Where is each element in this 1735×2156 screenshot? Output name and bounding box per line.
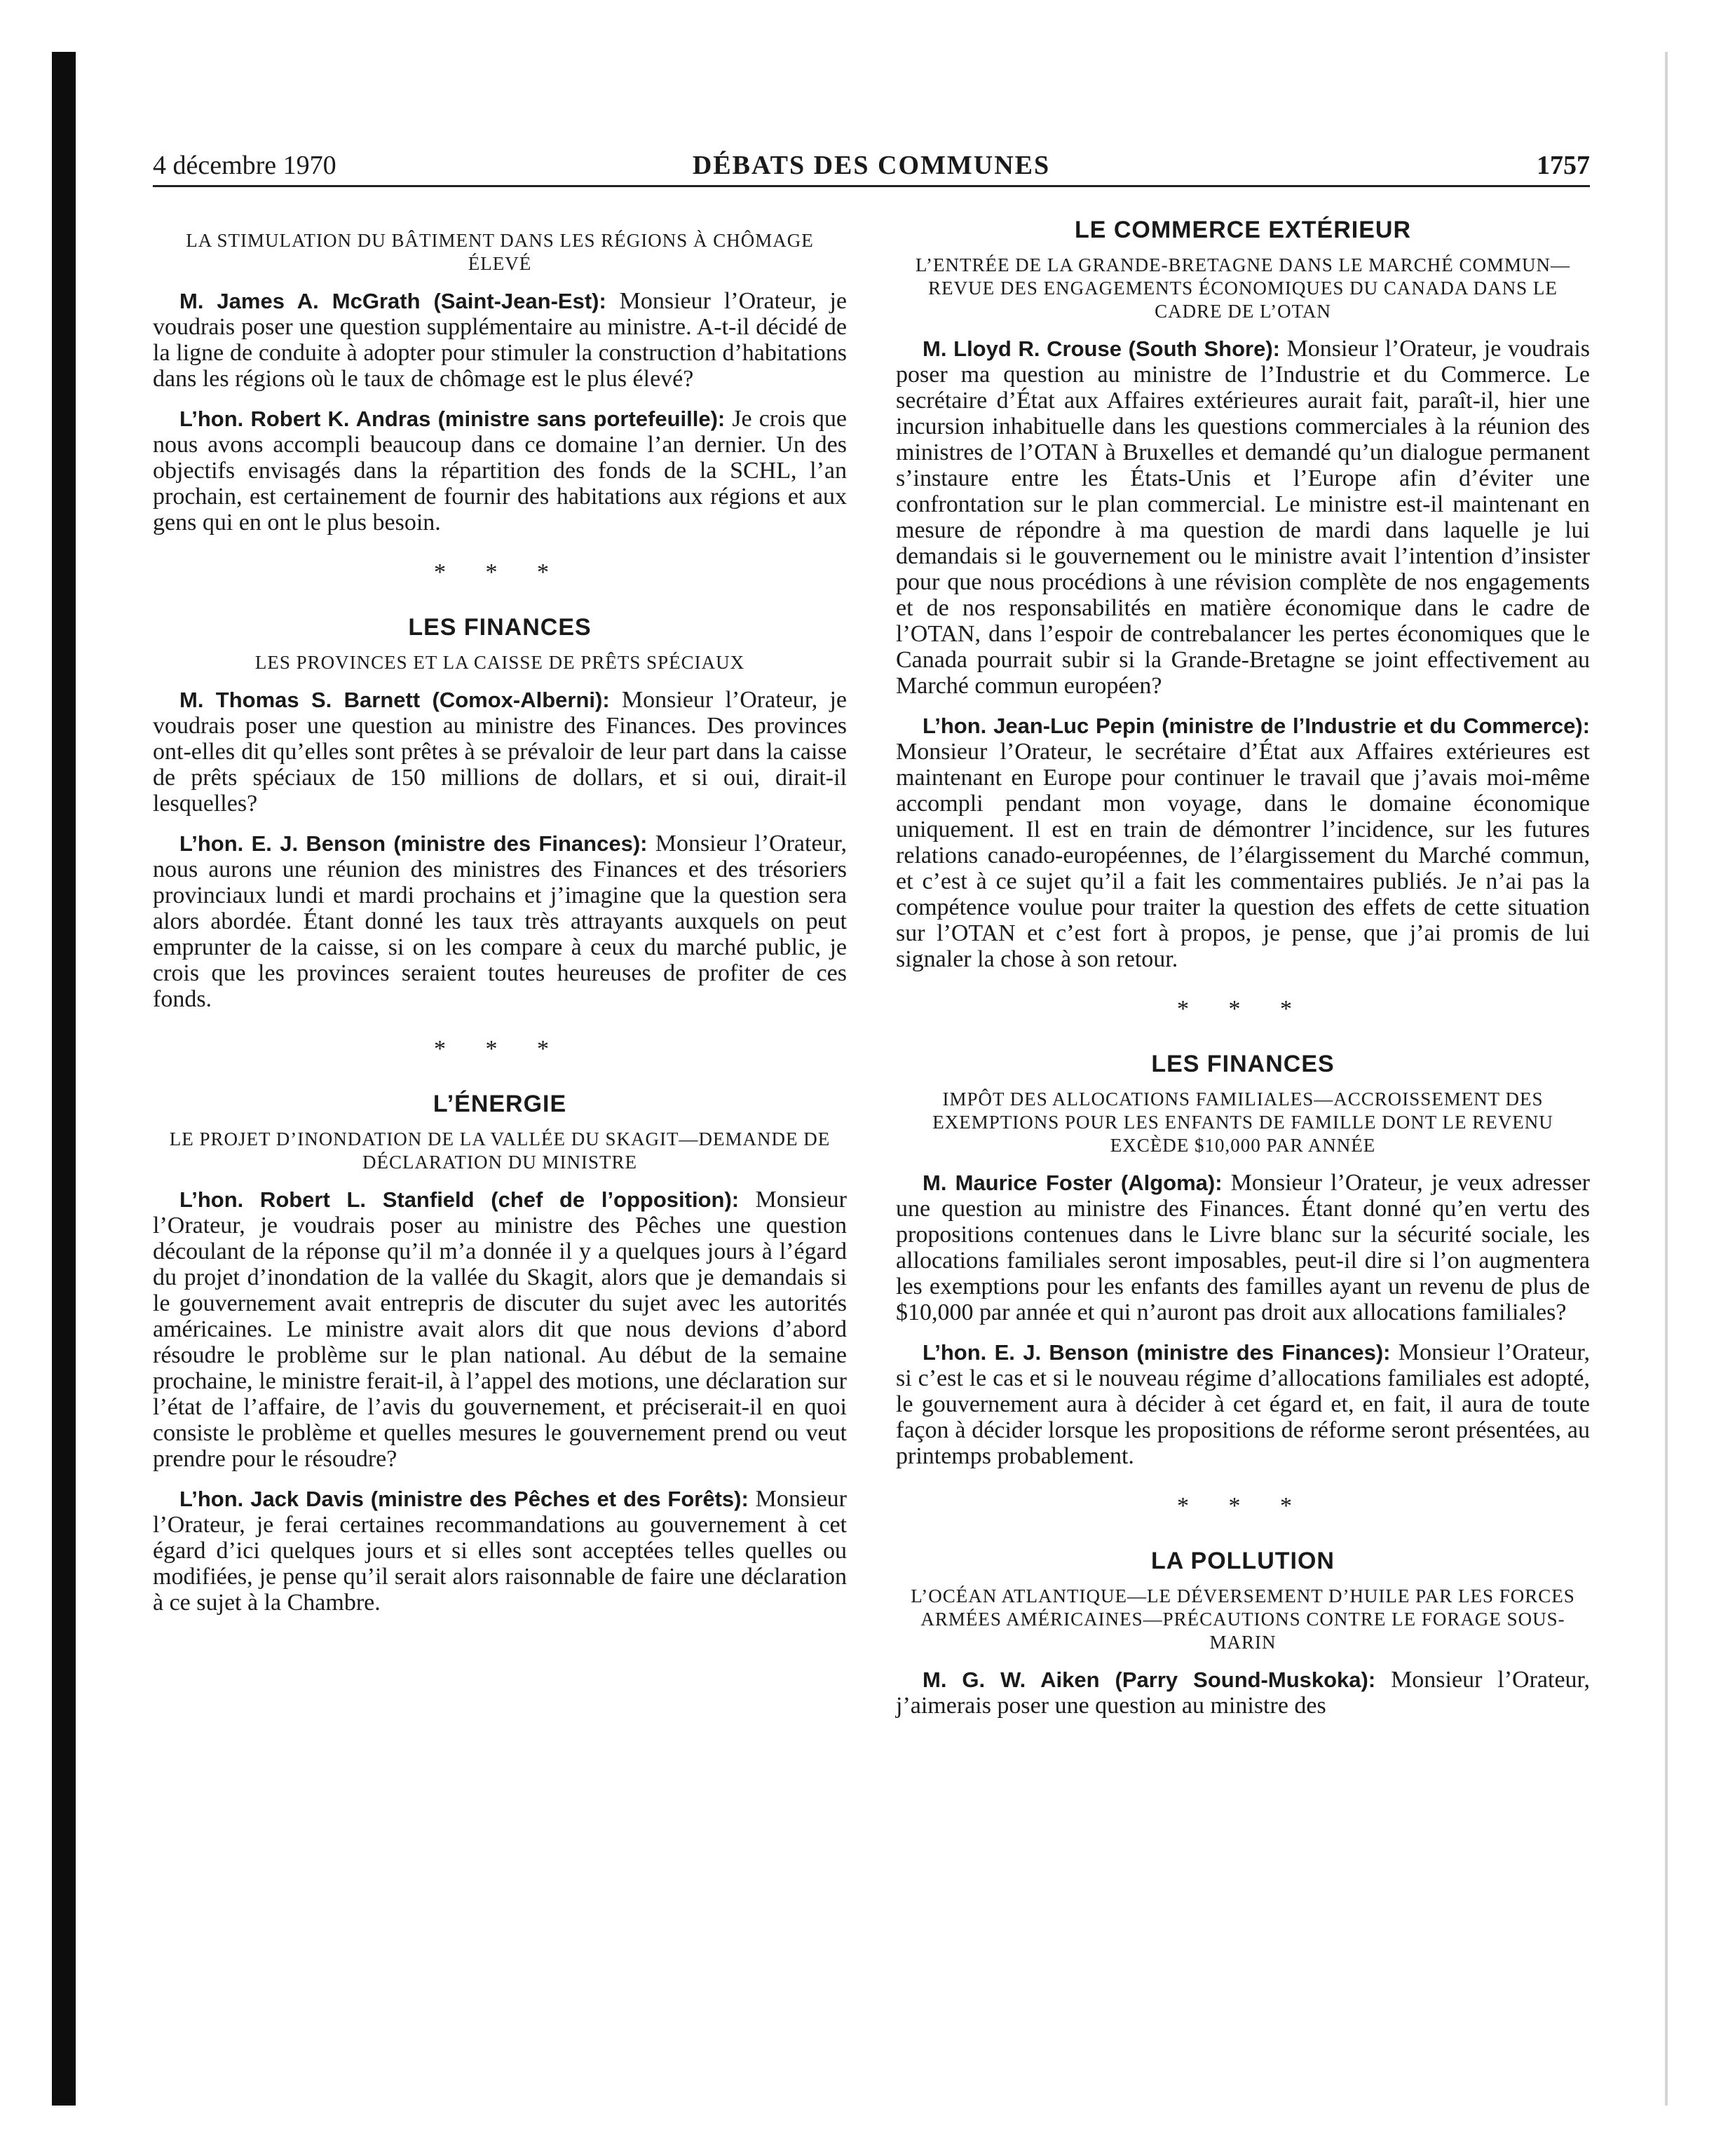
paragraph-text: Monsieur l’Orateur, je voudrais poser ma question au ministre de l’Industrie et du Commerce. Le secrétaire d’État aux Affaires extérieures aurait fait, paraît-il, hier une incursion inhabituelle dans les questions commerciales à la réunion des ministres de l’OTAN à Bruxelles et demandé qu’un dialogue permanent s’instaure entre les États-Unis et l’Europe afin d’éviter une confrontation sur le plan commercial. Le ministre est-il maintenant en mesure de répondre à ma question de mardi dans laquelle je lui demandais si le gouvernement ou le ministre avait l’intention d’insister pour que nous procédions à une révision complète de nos engagements et de nos responsabilités en matière économique dans le cadre de l’OTAN, dans l’espoir de contrebalancer les pertes économiques que le Canada pourrait subir si la Grande-Bretagne se joint effectivement au Marché commun européen? [896, 336, 1590, 699]
paragraph [153, 1486, 847, 1616]
running-head [153, 140, 1590, 187]
section-title: LA POLLUTION [1151, 1548, 1335, 1574]
section-subhead: L’ENTRÉE DE LA GRANDE-BRETAGNE DANS LE MARCHÉ COMMUN—REVUE DES ENGAGEMENTS ÉCONOMIQUES DU CANADA DANS LE CADRE DE L’OTAN [915, 254, 1571, 322]
paragraph [153, 831, 847, 1012]
section-subhead: LES PROVINCES ET LA CAISSE DE PRÊTS SPÉCIAUX [254, 652, 745, 673]
speaker-name: L’hon. Robert L. Stanfield (chef de l’opposition): [179, 1187, 740, 1212]
columns [153, 217, 1590, 1733]
left-column [153, 217, 847, 1733]
section-title: LE COMMERCE EXTÉRIEUR [1074, 217, 1412, 243]
speaker-name: M. Thomas S. Barnett (Comox-Alberni): [179, 688, 610, 712]
paragraph-text: Monsieur l’Orateur, j’aimerais poser une question au ministre des [896, 1667, 1590, 1719]
paragraph [153, 288, 847, 392]
right-column [896, 217, 1590, 1733]
speaker-name: L’hon. E. J. Benson (ministre des Finances): [179, 831, 648, 856]
section-separator: * * * [1177, 996, 1309, 1022]
paragraph [153, 406, 847, 535]
section-separator: * * * [434, 1036, 566, 1062]
page [153, 140, 1590, 1733]
paragraph [896, 1170, 1590, 1325]
speaker-name: M. Lloyd R. Crouse (South Shore): [923, 336, 1280, 361]
section-subhead: L’OCÉAN ATLANTIQUE—LE DÉVERSEMENT D’HUILE PAR LES FORCES ARMÉES AMÉRICAINES—PRÉCAUTIONS CONTRE LE FORAGE SOUS-MARIN [911, 1585, 1575, 1653]
speaker-name: L’hon. E. J. Benson (ministre des Finances): [923, 1340, 1391, 1365]
section-subhead: LE PROJET D’INONDATION DE LA VALLÉE DU SKAGIT—DEMANDE DE DÉCLARATION DU MINISTRE [169, 1128, 831, 1173]
paragraph-text: Monsieur l’Orateur, le secrétaire d’État aux Affaires extérieures est maintenant en Europe pour continuer le travail que j’avais moi-même accompli pendant mon voyage, dans le domaine économique uniquement. Il est en train de démontrer l’incidence, sur les futures relations canado-européennes, de l’élargissement du Marché commun, et c’est à ce sujet qu’il a fait les commentaires publiés. Je n’ai pas la compétence voulue pour traiter la question des effets de cette situation sur l’OTAN et c’est fort à propos, je pense, que j’ai promis de lui signaler la chose à son retour. [896, 739, 1590, 972]
paragraph [896, 1667, 1590, 1719]
paragraph-text: Monsieur l’Orateur, je voudrais poser une question au ministre des Finances. Des provinces ont-elles dit qu’elles sont prêtes à se prévaloir de leur part dans la caisse de prêts spéciaux de 150 millions de dollars, et si oui, dirait-il lesquelles? [153, 687, 847, 817]
speaker-name: L’hon. Jack Davis (ministre des Pêches et des Forêts): [179, 1487, 749, 1511]
scan-binding-edge [52, 52, 76, 2106]
paragraph [896, 336, 1590, 699]
speaker-name: L’hon. Robert K. Andras (ministre sans portefeuille): [179, 407, 726, 431]
paragraph-text: Monsieur l’Orateur, je voudrais poser au ministre des Pêches une question découlant de la réponse qu’il m’a donnée il y a quelques jours à l’égard du projet d’inondation de la vallée du Skagit, alors que je demandais si le gouvernement avait entrepris de discuter du sujet avec les autorités américaines. Le ministre avait alors dit que nous devions d’abord résoudre le problème sur le plan national. Au début de la semaine prochaine, le ministre ferait-il, à l’appel des motions, une déclaration sur l’état de l’affaire, de l’avis du gouvernement, et préciserait-il en quoi consiste le problème et quelles mesures le gouvernement prend ou veut prendre pour le résoudre? [153, 1187, 848, 1472]
paragraph [896, 1339, 1590, 1469]
paragraph-text: Monsieur l’Orateur, nous aurons une réunion des ministres des Finances et des trésoriers provinciaux lundi et mardi prochains et j’imagine que la question sera alors abordée. Étant donné les taux très attrayants auxquels on peut emprunter de la caisse, si on les compare à ceux du marché public, je crois que les provinces seraient toutes heureuses de profiter de ces fonds. [153, 831, 847, 1012]
paragraph-text: Monsieur l’Orateur, je ferai certaines recommandations au gouvernement à cet égard d’ici quelques jours et si elles sont acceptées telles quelles ou modifiées, je pense qu’il serait alors raisonnable de faire une déclaration à ce sujet à la Chambre. [153, 1486, 847, 1616]
paragraph-text: Monsieur l’Orateur, je veux adresser une question au ministre des Finances. Étant donné qu’en vertu des propositions contenues dans le Livre blanc sur la sécurité sociale, les allocations familiales seront imposables, peut-il dire si l’on augmentera les exemptions pour les enfants des familles ayant un revenu de plus de $10,000 par année et qui n’auront pas droit aux allocations familiales? [896, 1170, 1590, 1325]
paragraph-text: Monsieur l’Orateur, si c’est le cas et si le nouveau régime d’allocations familiales est adopté, le gouvernement aura à décider à cet égard et, en fait, il aura de toute façon à décider lorsque les propositions de réforme seront présentées, au printemps probablement. [896, 1339, 1590, 1469]
speaker-name: L’hon. Jean-Luc Pepin (ministre de l’Industrie et du Commerce): [923, 714, 1590, 738]
header-title: DÉBATS DES COMMUNES [692, 151, 1051, 180]
section-separator: * * * [434, 559, 566, 585]
paragraph [896, 713, 1590, 972]
paragraph [153, 1187, 847, 1472]
section-subhead: IMPÔT DES ALLOCATIONS FAMILIALES—ACCROISSEMENT DES EXEMPTIONS POUR LES ENFANTS DE FAMILLE DONT LE REVENU EXCÈDE $10,000 PAR ANNÉE [932, 1089, 1553, 1156]
section-separator: * * * [1177, 1493, 1309, 1519]
speaker-name: M. James A. McGrath (Saint-Jean-Est): [179, 289, 606, 313]
speaker-name: M. Maurice Foster (Algoma): [923, 1171, 1223, 1195]
paragraph-text: Monsieur l’Orateur, je voudrais poser une question supplémentaire au ministre. A-t-il décidé de la ligne de conduite à adopter pour stimuler la construction d’habitations dans les régions où le taux de chômage est le plus élevé? [153, 288, 848, 392]
section-title: LES FINANCES [408, 614, 592, 641]
scan-right-edge [1665, 52, 1668, 2106]
speaker-name: M. G. W. Aiken (Parry Sound-Muskoka): [923, 1667, 1376, 1692]
section-title: LES FINANCES [1151, 1051, 1335, 1077]
paragraph-text: Je crois que nous avons accompli beaucoup dans ce domaine l’an dernier. Un des objectifs envisagés dans la répartition des fonds de la SCHL, l’an prochain, est certainement de fournir des habitations aux régions et aux gens qui en ont le plus besoin. [153, 406, 847, 535]
section-subhead: LA STIMULATION DU BÂTIMENT DANS LES RÉGIONS À CHÔMAGE ÉLEVÉ [186, 230, 814, 274]
section-title: L’ÉNERGIE [433, 1091, 567, 1117]
header-date: 4 décembre 1970 [153, 151, 336, 180]
page-number: 1757 [1537, 151, 1590, 180]
paragraph [153, 687, 847, 817]
